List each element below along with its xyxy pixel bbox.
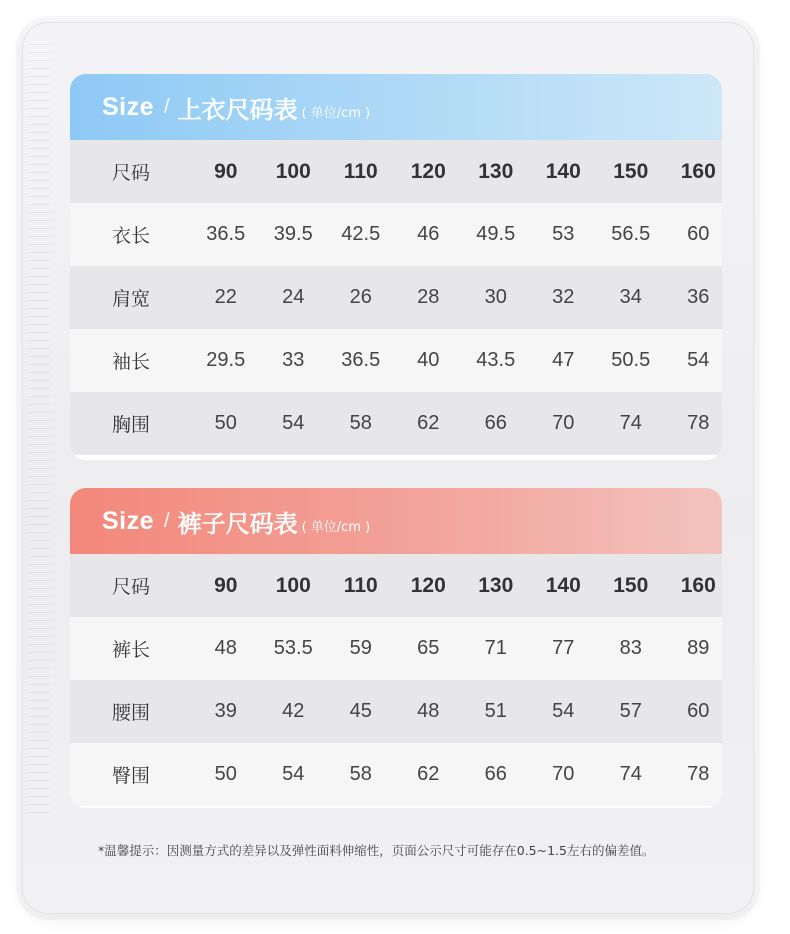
value-cell: 36 bbox=[687, 286, 710, 308]
value-cell: 59 bbox=[349, 637, 372, 659]
value-cell: 22 bbox=[214, 286, 237, 308]
size-header-cell: 130 bbox=[478, 159, 514, 183]
value-cell: 66 bbox=[484, 412, 507, 434]
value-cell: 54 bbox=[282, 763, 305, 785]
value-cell: 78 bbox=[687, 763, 710, 785]
value-cell: 36.5 bbox=[341, 349, 381, 371]
value-cell: 62 bbox=[417, 763, 440, 785]
value-cell: 43.5 bbox=[476, 349, 516, 371]
table-row bbox=[70, 392, 722, 455]
size-header-cell: 150 bbox=[613, 159, 649, 183]
value-cell: 74 bbox=[619, 412, 642, 434]
table-row bbox=[70, 617, 722, 680]
row-label: 臀围 bbox=[111, 765, 150, 787]
table-row bbox=[70, 743, 722, 806]
value-cell: 74 bbox=[619, 763, 642, 785]
value-cell: 28 bbox=[417, 286, 440, 308]
value-cell: 54 bbox=[282, 412, 305, 434]
size-header-cell: 120 bbox=[410, 573, 446, 597]
size-header-cell: 100 bbox=[275, 159, 311, 183]
row-label: 衣长 bbox=[111, 225, 150, 247]
row-label: 肩宽 bbox=[111, 288, 150, 310]
value-cell: 50 bbox=[214, 763, 237, 785]
top-table-banner bbox=[70, 74, 722, 140]
size-header-cell: 100 bbox=[275, 573, 311, 597]
unit-label: ( 单位/cm ) bbox=[301, 519, 371, 535]
slash: / bbox=[164, 95, 170, 118]
size-header-cell: 160 bbox=[680, 573, 716, 597]
value-cell: 65 bbox=[417, 637, 440, 659]
row-label: 尺码 bbox=[111, 162, 150, 184]
value-cell: 40 bbox=[417, 349, 440, 371]
value-cell: 30 bbox=[484, 286, 507, 308]
table-row bbox=[70, 329, 722, 392]
row-label: 腰围 bbox=[111, 702, 150, 724]
table-row bbox=[70, 266, 722, 329]
value-cell: 56.5 bbox=[611, 223, 651, 245]
size-header-cell: 130 bbox=[478, 573, 514, 597]
size-header-cell: 110 bbox=[343, 159, 378, 183]
size-label: Size bbox=[102, 506, 155, 535]
value-cell: 66 bbox=[484, 763, 507, 785]
row-label: 尺码 bbox=[111, 576, 150, 598]
value-cell: 58 bbox=[349, 412, 372, 434]
table-row bbox=[70, 203, 722, 266]
value-cell: 42.5 bbox=[341, 223, 381, 245]
value-cell: 51 bbox=[484, 700, 507, 722]
table-title: 裤子尺码表 bbox=[177, 509, 298, 538]
value-cell: 48 bbox=[417, 700, 440, 722]
value-cell: 34 bbox=[619, 286, 642, 308]
size-header-cell: 160 bbox=[680, 159, 716, 183]
value-cell: 24 bbox=[282, 286, 305, 308]
size-header-cell: 110 bbox=[343, 573, 378, 597]
header-row bbox=[70, 554, 722, 617]
slash: / bbox=[164, 509, 170, 532]
value-cell: 47 bbox=[552, 349, 575, 371]
ruler-decoration bbox=[28, 44, 50, 814]
value-cell: 50 bbox=[214, 412, 237, 434]
value-cell: 71 bbox=[484, 637, 507, 659]
size-header-cell: 140 bbox=[545, 159, 581, 183]
value-cell: 60 bbox=[687, 223, 710, 245]
value-cell: 78 bbox=[687, 412, 710, 434]
value-cell: 53.5 bbox=[273, 637, 313, 659]
table-title: 上衣尺码表 bbox=[177, 95, 298, 124]
value-cell: 83 bbox=[619, 637, 642, 659]
size-header-cell: 120 bbox=[410, 159, 446, 183]
value-cell: 89 bbox=[687, 637, 710, 659]
value-cell: 45 bbox=[349, 700, 372, 722]
value-cell: 70 bbox=[552, 763, 575, 785]
value-cell: 32 bbox=[552, 286, 575, 308]
value-cell: 48 bbox=[214, 637, 237, 659]
table-row bbox=[70, 680, 722, 743]
value-cell: 46 bbox=[417, 223, 440, 245]
value-cell: 54 bbox=[687, 349, 710, 371]
value-cell: 49.5 bbox=[476, 223, 516, 245]
value-cell: 39.5 bbox=[273, 223, 313, 245]
value-cell: 50.5 bbox=[611, 349, 651, 371]
value-cell: 53 bbox=[552, 223, 575, 245]
bottom-size-table bbox=[70, 488, 722, 808]
value-cell: 29.5 bbox=[206, 349, 246, 371]
size-header-cell: 150 bbox=[613, 573, 649, 597]
bottom-table-banner bbox=[70, 488, 722, 554]
value-cell: 60 bbox=[687, 700, 710, 722]
value-cell: 42 bbox=[282, 700, 305, 722]
size-label: Size bbox=[102, 92, 155, 121]
value-cell: 26 bbox=[349, 286, 372, 308]
tips-note: *温馨提示：因测量方式的差异以及弹性面料伸缩性，页面公示尺寸可能存在0.5~1.5左右的偏差值。 bbox=[98, 843, 655, 858]
value-cell: 58 bbox=[349, 763, 372, 785]
value-cell: 57 bbox=[619, 700, 642, 722]
size-header-cell: 90 bbox=[214, 573, 238, 597]
top-size-table bbox=[70, 74, 722, 460]
value-cell: 54 bbox=[552, 700, 575, 722]
row-label: 裤长 bbox=[111, 639, 150, 661]
value-cell: 62 bbox=[417, 412, 440, 434]
value-cell: 36.5 bbox=[206, 223, 246, 245]
unit-label: ( 单位/cm ) bbox=[301, 105, 371, 121]
value-cell: 39 bbox=[214, 700, 237, 722]
row-label: 袖长 bbox=[111, 351, 150, 373]
header-row bbox=[70, 140, 722, 203]
size-header-cell: 90 bbox=[214, 159, 238, 183]
value-cell: 77 bbox=[552, 637, 575, 659]
size-header-cell: 140 bbox=[545, 573, 581, 597]
value-cell: 70 bbox=[552, 412, 575, 434]
value-cell: 33 bbox=[282, 349, 305, 371]
row-label: 胸围 bbox=[111, 414, 150, 436]
